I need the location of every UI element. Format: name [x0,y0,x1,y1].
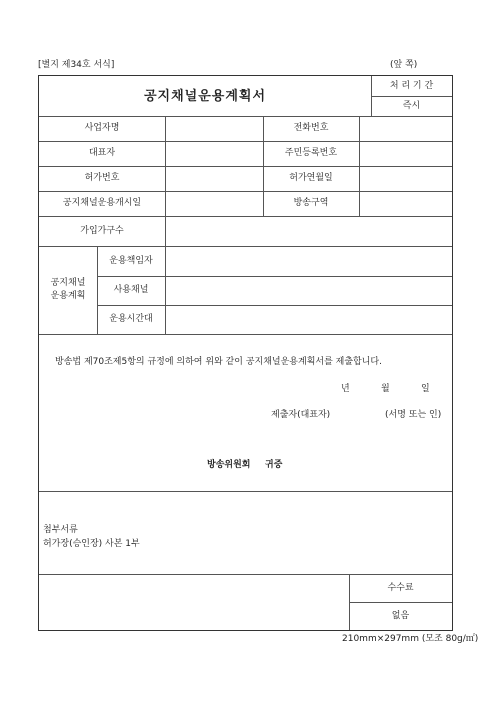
subscribers-label: 가입가구수 [80,225,124,236]
fee-label: 수수료 [387,582,414,593]
license-date-field[interactable] [359,166,452,191]
form-number: [별지 제34호 서식] [38,60,115,70]
plan-group-label [39,246,97,334]
signature-label: (서명 또는 인) [385,410,442,420]
date-month: 월 [381,384,390,394]
manager-label: 운용책임자 [109,255,153,266]
plan-label-line1: 공지채널 [50,278,86,288]
recipient-name: 방송위원회 [207,460,251,470]
statement-text: 방송법 제70조제5항의 규정에 의하여 위와 같이 공지채널운용계획서를 제출합니다. [55,357,382,367]
start-date-field[interactable] [165,191,263,216]
channel-field[interactable] [165,276,452,305]
recipient-suffix: 귀중 [265,460,283,470]
time-slot-label: 운용시간대 [109,314,153,324]
processing-period-value: 즉시 [402,100,421,111]
phone-field[interactable] [359,116,452,141]
start-date-label: 공지채널운용개시일 [62,198,142,208]
date-day: 일 [421,384,430,394]
form-title: 공지채널운용계획서 [143,88,267,104]
paper-size-note: 210mm×297mm (모조 80g/㎡) [342,634,479,644]
license-number-field[interactable] [165,166,263,191]
submitter-label: 제출자(대표자) [271,410,331,420]
attachments-item: 허가장(승인장) 사본 1부 [43,539,140,549]
license-date-label: 허가연월일 [289,173,333,183]
representative-label: 대표자 [88,148,116,158]
subscribers-field[interactable] [165,216,452,246]
processing-period-label: 처 리 기 간 [389,80,434,91]
fee-value: 없음 [391,610,410,621]
phone-label: 전화번호 [293,123,329,133]
plan-label-line2: 운용계획 [50,291,86,301]
broadcast-area-label: 방송구역 [293,198,329,208]
representative-field[interactable] [165,141,263,166]
date-year: 년 [341,384,350,394]
broadcast-area-field[interactable] [359,191,452,216]
resident-number-field[interactable] [359,141,452,166]
time-slot-field[interactable] [165,305,452,334]
license-number-label: 허가번호 [84,173,120,183]
business-name-field[interactable] [165,116,263,141]
business-name-label: 사업자명 [84,123,120,133]
attachments-title: 첨부서류 [43,525,78,535]
resident-number-label: 주민등록번호 [284,148,338,158]
page-side-label: (앞 쪽) [390,60,418,70]
manager-field[interactable] [165,246,452,276]
channel-label: 사용채널 [113,285,149,295]
application-form [38,75,453,631]
